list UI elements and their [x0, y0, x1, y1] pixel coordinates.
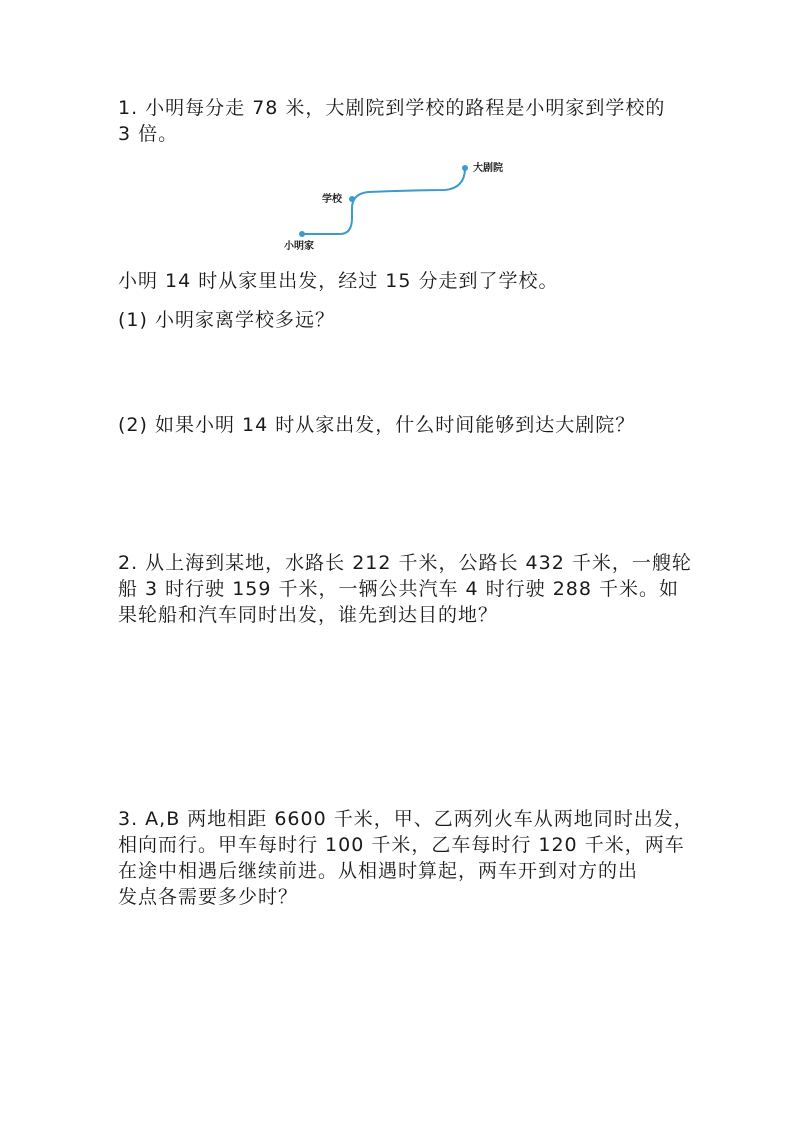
route-diagram	[284, 150, 530, 255]
q1-sub-question-2: (2) 如果小明 14 时从家出发，什么时间能够到达大剧院？	[118, 414, 636, 436]
home-label: 小明家	[284, 241, 314, 252]
q1-sub-question-1: (1) 小明家离学校多远？	[118, 309, 335, 331]
q2-text-line-1: 2. 从上海到某地，水路长 212 千米，公路长 432 千米，一艘轮	[118, 552, 692, 574]
q1-text-line-1: 1. 小明每分走 78 米，大剧院到学校的路程是小明家到学校的	[118, 97, 666, 119]
q3-text-line-3: 在途中相遇后继续前进。从相遇时算起，两车开到对方的出	[118, 860, 639, 882]
q2-text-line-2: 船 3 时行驶 159 千米，一辆公共汽车 4 时行驶 288 千米。如	[118, 578, 680, 600]
q3-text-line-1: 3. A,B 两地相距 6600 千米，甲、乙两列火车从两地同时出发，	[118, 808, 694, 830]
school-label: 学校	[322, 194, 342, 205]
theater-point	[462, 165, 468, 171]
school-point	[349, 196, 355, 202]
theater-label: 大剧院	[473, 163, 503, 174]
home-point	[299, 231, 305, 237]
q1-text-line-3: 小明 14 时从家里出发，经过 15 分走到了学校。	[118, 270, 559, 292]
q2-text-line-3: 果轮船和汽车同时出发，谁先到达目的地？	[118, 604, 499, 626]
q1-text-line-2: 3 倍。	[118, 123, 179, 145]
q3-text-line-4: 发点各需要多少时？	[118, 886, 299, 908]
q3-text-line-2: 相向而行。甲车每时行 100 千米，乙车每时行 120 千米，两车	[118, 834, 685, 856]
